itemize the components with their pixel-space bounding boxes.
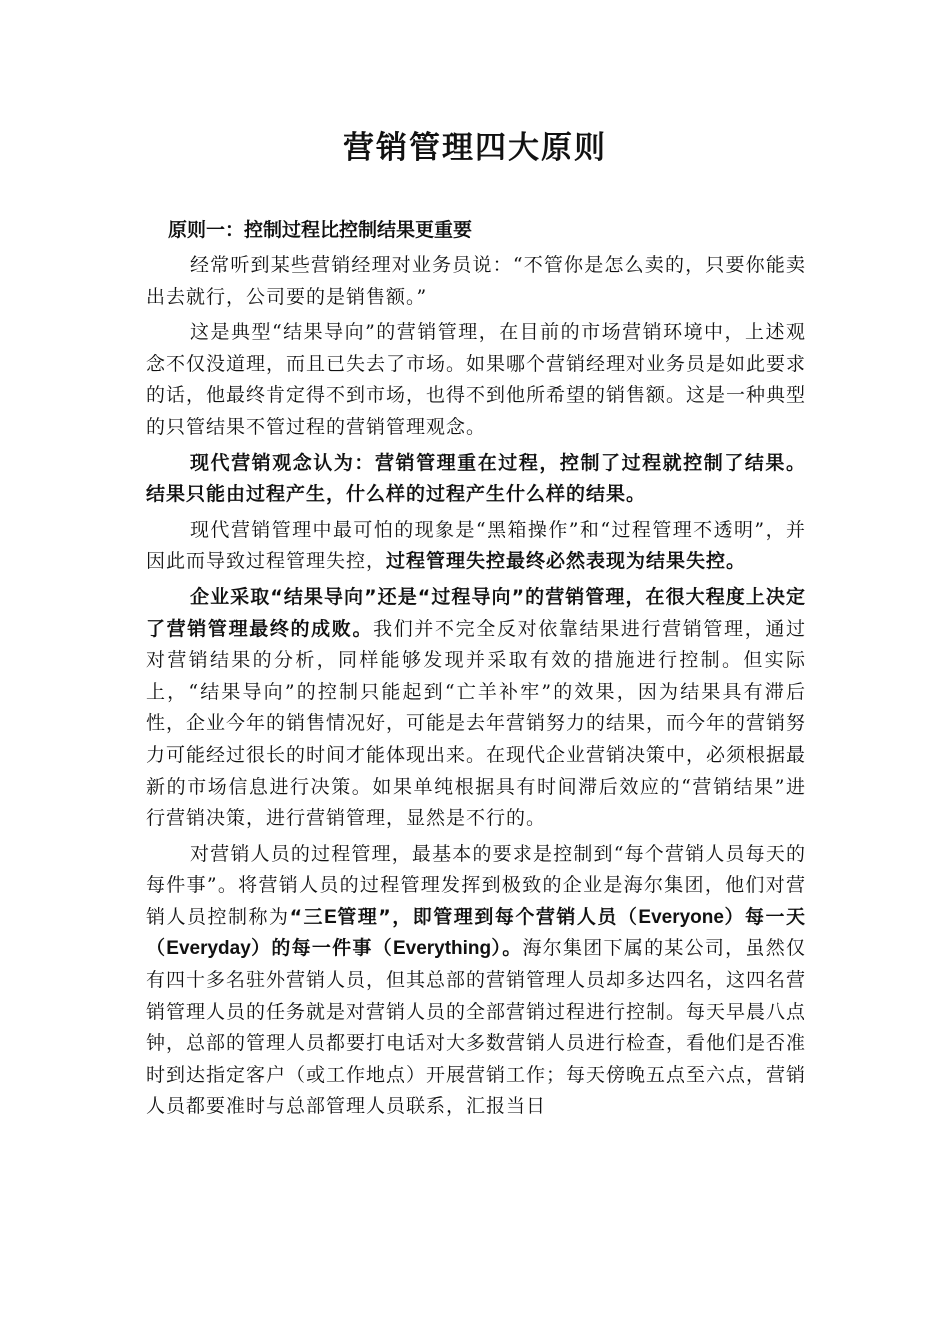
paragraph-1 bbox=[146, 250, 806, 313]
paragraph-6-text-a: 对营销人员的过程管理，最基本的要求是控制到“每个营销人员每天的每件事”。将营销人员的过程管理发挥到极致的企业是海尔集团，他们对营销人员控制称为 bbox=[146, 842, 806, 928]
paragraph-6-latin-everything: Everything bbox=[392, 938, 492, 960]
paragraph-4-emphasis: 过程管理失控最终必然表现为结果失控。 bbox=[386, 550, 747, 573]
paragraph-6-emphasis-e: ）。 bbox=[491, 937, 523, 960]
paragraph-6-latin-e: E bbox=[324, 906, 337, 928]
paragraph-1-text: 经常听到某些营销经理对业务员说：“不管你是怎么卖的，只要你能卖出去就行，公司要的是销售额。” bbox=[146, 254, 806, 308]
paragraph-6-latin-everyone: Everyone bbox=[638, 906, 724, 928]
paragraph-6-emphasis-c: ）每一天（ bbox=[146, 905, 806, 960]
paragraph-5-text: 我们并不完全反对依靠结果进行营销管理，通过对营销结果的分析，同样能够发现并采取有效的措施进行控制。但实际上，“结果导向”的控制只能起到“亡羊补牢”的效果，因为结果具有滞后性，企业今年的销售情况好，可能是去年营销努力的结果，而今年的营销努力可能经过很长的时间才能体现出来。在现代企业营销决策中，必须根据最新的市场信息进行决策。如果单纯根据具有时间滞后效应的“营销结果”进行营销决策，进行营销管理，显然是不行的。 bbox=[146, 617, 807, 830]
section-heading: 原则一：控制过程比控制结果更重要 bbox=[168, 219, 473, 241]
paragraph-5 bbox=[146, 582, 806, 835]
paragraph-3-text: 现代营销观念认为：营销管理重在过程，控制了过程就控制了结果。结果只能由过程产生，什么样的过程产生什么样的结果。 bbox=[146, 451, 806, 506]
paragraph-6-emphasis-a: “三 bbox=[289, 905, 325, 928]
paragraph-6-text-b: 海尔集团下属的某公司，虽然仅有四十多名驻外营销人员，但其总部的营销管理人员却多达四名，这四名营销管理人员的任务就是对营销人员的全部营销过程进行控制。每天早晨八点钟，总部的管理人员都要打电话对大多数营销人员进行检查，看他们是否准时到达指定客户（或工作地点）开展营销工作；每天傍晚五点至六点，营销人员都要准时与总部管理人员联系，汇报当日 bbox=[146, 937, 807, 1118]
paragraph-5-emphasis: 企业采取“结果导向”还是“过程导向”的营销管理，在很大程度上决定了营销管理最终的成败。 bbox=[146, 585, 806, 640]
paragraph-6-emphasis-b: 管理”，即管理到每个营销人员（ bbox=[336, 905, 639, 928]
paragraph-6 bbox=[146, 839, 806, 1123]
paragraph-2-text: 这是典型“结果导向”的营销管理，在目前的市场营销环境中，上述观念不仅没道理，而且已失去了市场。如果哪个营销经理对业务员是如此要求的话，他最终肯定得不到市场，也得不到他所希望的销售额。这是一种典型的只管结果不管过程的营销管理观念。 bbox=[146, 321, 807, 438]
paragraph-6-emphasis-d: ）的每一件事（ bbox=[250, 937, 393, 960]
paragraph-6-latin-everyday: Everyday bbox=[166, 938, 251, 960]
paragraph-2 bbox=[146, 317, 806, 443]
document-body bbox=[146, 214, 806, 1127]
document-title: 营销管理四大原则 bbox=[343, 130, 607, 166]
paragraph-4-text: 现代营销管理中最可怕的现象是“黑箱操作”和“过程管理不透明”，并因此而导致过程管理失控， bbox=[146, 518, 806, 573]
paragraph-3 bbox=[146, 448, 806, 511]
paragraph-4 bbox=[146, 515, 806, 578]
